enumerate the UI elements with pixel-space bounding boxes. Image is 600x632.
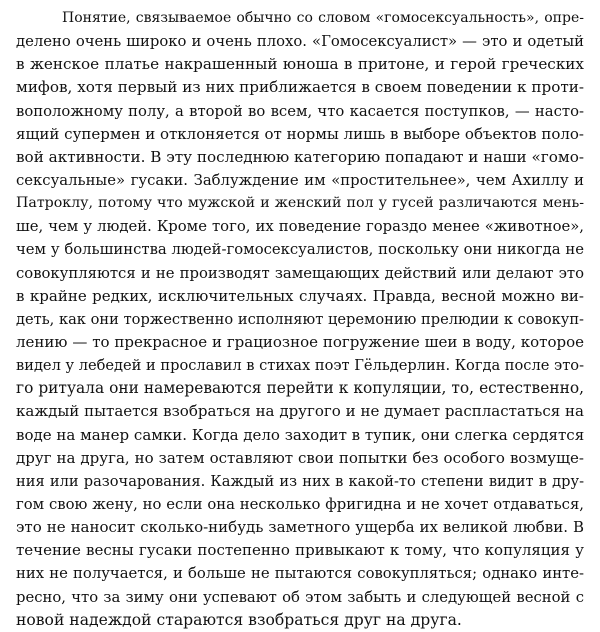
text-line-15: лению — то прекрасное и грациозное погружение шеи в воду, которое <box>16 332 584 351</box>
text-line-5: воположному полу, а второй во всем, что касается поступков, — насто- <box>16 102 584 120</box>
text-line-9: Патроклу, потому что мужской и женский пол у гусей различаются мень- <box>16 195 584 212</box>
text-line-13: в крайне редких, исключительных случаях. Правда, весной можно ви- <box>16 286 584 305</box>
text-line-2: делено очень широко и очень плохо. «Гомосексуалист» — это и одетый <box>16 33 584 51</box>
text-line-24: течение весны гусаки постепенно привыкают к тому, что копуляция у <box>16 541 584 560</box>
text-line-1: Понятие, связываемое обычно со словом «гомосексуальность», опре- <box>62 10 584 26</box>
text-line-6: ящий супермен и отклоняется от нормы лишь в выборе объектов поло- <box>16 124 584 143</box>
text-line-3: в женское платье накрашенный юноша в притоне, и герой греческих <box>16 55 584 74</box>
text-line-18: каждый пытается взобраться на другого и не думает распластаться на <box>16 402 584 421</box>
text-line-10: ше, чем у людей. Кроме того, их поведение гораздо менее «животное», <box>16 218 584 236</box>
text-line-16: видел у лебедей и прославил в стихах поэт Гёльдерлин. Когда после это- <box>16 357 584 375</box>
text-line-22: гом свою жену, но если она несколько фригидна и не хочет отдаваться, <box>16 495 584 513</box>
text-line-7: вой активности. В эту последнюю категорию попадают и наши «гомо- <box>16 147 584 166</box>
text-line-11: чем у большинства людей-гомосексуалистов, поскольку они никогда не <box>16 241 584 259</box>
text-line-27: новой надеждой стараются взобраться друг на друга. <box>16 610 462 629</box>
text-line-12: совокупляются и не производят замещающих действий или делают это <box>16 264 584 282</box>
text-line-8: сексуальные» гусаки. Заблуждение им «простительнее», чем Ахиллу и <box>16 171 584 189</box>
body-paragraph <box>16 7 584 632</box>
document-page <box>16 7 584 629</box>
text-line-4: мифов, хотя первый из них приближается в своем поведении к проти- <box>16 78 584 97</box>
text-line-21: ния или разочарования. Каждый из них в какой-то степени видит в дру- <box>16 472 584 490</box>
text-line-26: ресно, что за зиму они успевают об этом забыть и следующей весной с <box>16 588 584 606</box>
text-line-25: них не получается, и больше не пытаются совокупляться; однако инте- <box>16 565 584 583</box>
text-line-17: го ритуала они намереваются перейти к копуляции, то, естественно, <box>16 379 584 398</box>
text-line-23: это не наносит сколько-нибудь заметного ущерба их великой любви. В <box>16 518 584 537</box>
text-line-14: деть, как они торжественно исполняют церемонию прелюдии к совокуп- <box>16 310 584 328</box>
text-line-19: воде на манер самки. Когда дело заходит в тупик, они слегка сердятся <box>16 425 584 444</box>
text-line-20: друг на друга, но затем оставляют свои попытки без особого возмуще- <box>16 448 584 467</box>
